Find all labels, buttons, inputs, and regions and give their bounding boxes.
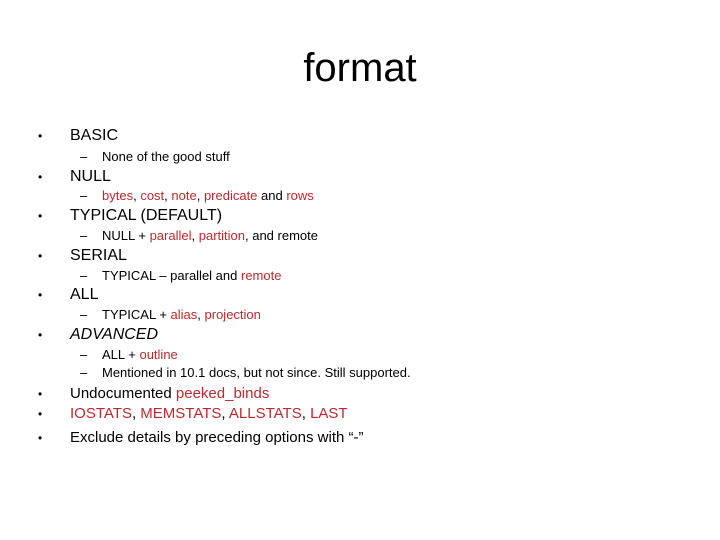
list-item-typical: TYPICAL (DEFAULT)	[70, 207, 223, 224]
keyword: alias	[170, 307, 198, 322]
keyword: remote	[240, 268, 282, 283]
bullet-icon: •	[38, 249, 43, 263]
separator: and	[257, 188, 287, 203]
bullet-icon: •	[38, 407, 43, 421]
dash-icon: –	[80, 149, 88, 164]
text-segment: , and remote	[244, 228, 318, 243]
dash-icon: –	[80, 347, 88, 362]
separator: ,	[197, 307, 205, 322]
keyword: partition	[198, 228, 245, 243]
list-item-all: ALL	[70, 286, 99, 303]
bullet-icon: •	[38, 129, 43, 143]
text-segment: TYPICAL +	[102, 307, 171, 322]
text-segment: NULL +	[102, 228, 150, 243]
bullet-icon: •	[38, 288, 43, 302]
keyword: MEMSTATS	[140, 405, 222, 422]
keyword: IOSTATS	[70, 405, 132, 422]
list-item-undocumented	[70, 384, 269, 404]
keyword: LAST	[310, 405, 348, 422]
dash-icon: –	[80, 365, 88, 380]
list-item-basic: BASIC	[70, 127, 119, 144]
sub-item-serial	[102, 267, 281, 285]
list-item-stats	[70, 404, 348, 424]
keyword: ALLSTATS	[228, 405, 302, 422]
keyword: predicate	[203, 188, 258, 203]
text-segment: TYPICAL – parallel and	[102, 268, 241, 283]
sub-item-all	[102, 306, 261, 324]
list-item-advanced: ADVANCED	[70, 326, 159, 343]
keyword: bytes	[102, 188, 134, 203]
bullet-icon: •	[38, 209, 43, 223]
list-item-null: NULL	[70, 168, 111, 185]
sub-item-advanced-docs: Mentioned in 10.1 docs, but not since. Still supported.	[102, 365, 411, 380]
keyword: parallel	[149, 228, 192, 243]
text-segment: Undocumented	[70, 385, 176, 402]
separator: ,	[133, 188, 141, 203]
keyword: cost	[140, 188, 165, 203]
dash-icon: –	[80, 268, 88, 283]
keyword: peeked_binds	[175, 385, 270, 402]
slide-title: format	[303, 46, 417, 90]
dash-icon: –	[80, 188, 88, 203]
separator: ,	[131, 405, 141, 422]
bullet-icon: •	[38, 387, 43, 401]
list-item-serial: SERIAL	[70, 247, 127, 264]
sub-item-basic: None of the good stuff	[102, 149, 230, 164]
keyword: rows	[286, 188, 314, 203]
dash-icon: –	[80, 228, 88, 243]
separator: ,	[191, 228, 199, 243]
list-item-exclude: Exclude details by preceding options with “-”	[70, 429, 364, 446]
keyword: outline	[139, 347, 178, 362]
sub-item-advanced-outline	[102, 346, 178, 364]
keyword: note	[171, 188, 197, 203]
separator: ,	[301, 405, 311, 422]
dash-icon: –	[80, 307, 88, 322]
bullet-icon: •	[38, 328, 43, 342]
sub-item-typical	[102, 227, 318, 245]
keyword: projection	[204, 307, 261, 322]
text-segment: ALL +	[102, 347, 140, 362]
bullet-icon: •	[38, 431, 43, 445]
sub-item-null	[102, 187, 314, 205]
separator: ,	[164, 188, 172, 203]
separator: ,	[196, 188, 204, 203]
bullet-icon: •	[38, 170, 43, 184]
separator: ,	[221, 405, 229, 422]
